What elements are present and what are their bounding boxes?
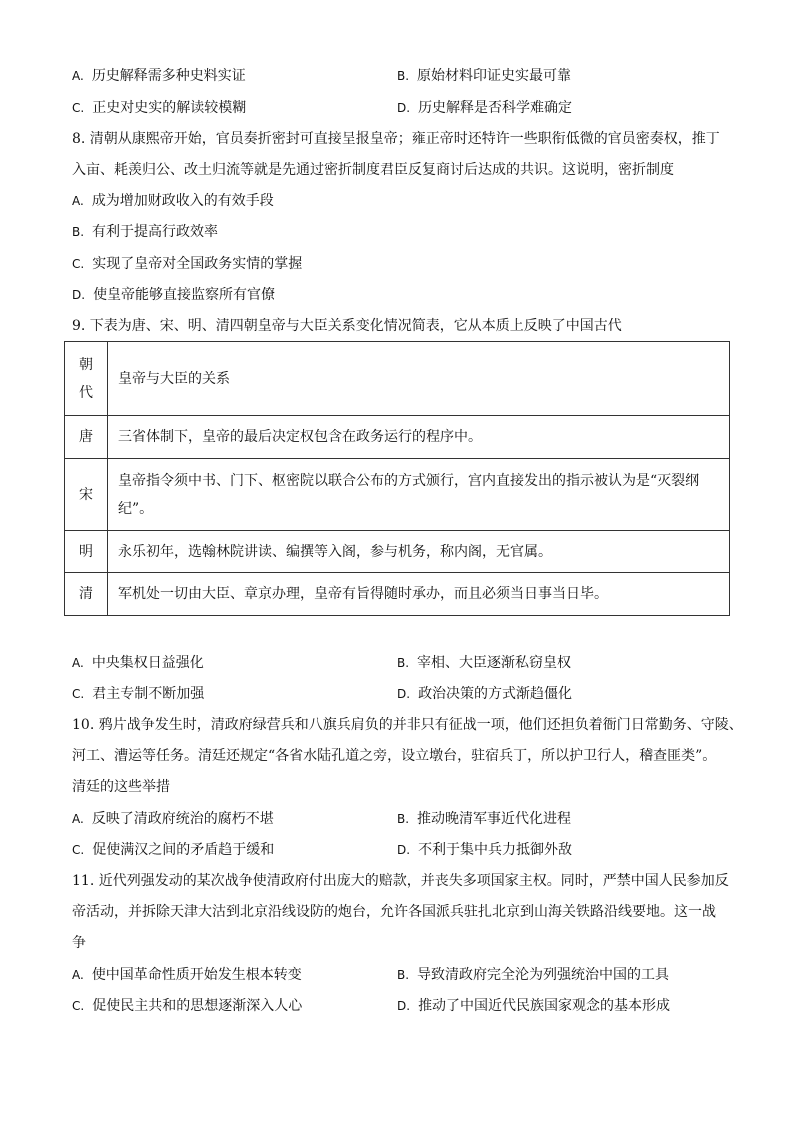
q9-stem: 9. 下表为唐、宋、明、清四朝皇帝与大臣关系变化情况简表，它从本质上反映了中国古代 [72, 318, 622, 334]
q10-stem-line-2: 河工、漕运等任务。清廷还规定“各省水陆孔道之旁，设立墩台，驻宿兵丁，所以护卫行人，稽查匪类”。 [72, 748, 717, 764]
q10-stem-line-3: 清廷的这些举措 [72, 779, 170, 795]
header-relation-cell: 皇帝与大臣的关系 [108, 342, 730, 416]
table-header-row [65, 342, 730, 416]
q11-option-a[interactable]: A. 使中国革命性质开始发生根本转变 [72, 967, 302, 983]
q8-option-d[interactable]: D. 使皇帝能够直接监察所有官僚 [72, 287, 276, 303]
dynasty-cell: 宋 [65, 459, 108, 531]
dynasty-cell: 清 [65, 573, 108, 616]
q11-stem-line-3: 争 [72, 935, 86, 951]
q10-option-a[interactable]: A. 反映了清政府统治的腐朽不堪 [72, 811, 274, 827]
table-row [65, 573, 730, 616]
q11-stem-line-1: 11. 近代列强发动的某次战争使清政府付出庞大的赔款，并丧失多项国家主权。同时，严禁中国人民参加反 [72, 873, 729, 889]
q8-option-a[interactable]: A. 成为增加财政收入的有效手段 [72, 193, 274, 209]
q7-option-c[interactable]: C. 正史对史实的解读较模糊 [72, 100, 247, 116]
table-row [65, 416, 730, 459]
q7-option-row [72, 66, 732, 86]
q7-option-b[interactable]: B. 原始材料印证史实最可靠 [397, 68, 572, 84]
q9-option-b[interactable]: B. 宰相、大臣逐渐私窃皇权 [397, 655, 572, 671]
q8-stem-line-2: 入亩、耗羡归公、改土归流等就是先通过密折制度君臣反复商讨后达成的共识。这说明，密折制度 [72, 162, 674, 178]
dynasty-cell: 明 [65, 531, 108, 573]
q8-stem-line-1: 8. 清朝从康熙帝开始，官员奏折密封可直接呈报皇帝；雍正帝时还特许一些职衔低微的官员密奏权，推丁 [72, 131, 720, 147]
q9-option-c[interactable]: C. 君主专制不断加强 [72, 686, 205, 702]
table-row [65, 531, 730, 573]
relation-cell: 永乐初年，选翰林院讲读、编撰等入阁，参与机务，称内阁，无官属。 [108, 531, 730, 573]
q7-option-d[interactable]: D. 历史解释是否科学难确定 [397, 100, 573, 116]
dynasty-relation-table [64, 341, 730, 616]
q10-option-d[interactable]: D. 不利于集中兵力抵御外敌 [397, 842, 573, 858]
q11-option-b[interactable]: B. 导致清政府完全沦为列强统治中国的工具 [397, 967, 670, 983]
q9-option-d[interactable]: D. 政治决策的方式渐趋僵化 [397, 686, 573, 702]
q11-stem-line-2: 帝活动，并拆除天津大沽到北京沿线设防的炮台，允许各国派兵驻扎北京到山海关铁路沿线要地。这一战 [72, 904, 716, 920]
q9-option-row [72, 684, 732, 704]
table-row [65, 459, 730, 531]
q11-option-c[interactable]: C. 促使民主共和的思想逐渐深入人心 [72, 998, 303, 1014]
q7-option-row [72, 98, 732, 118]
q10-option-c[interactable]: C. 促使满汉之间的矛盾趋于缓和 [72, 842, 275, 858]
q8-option-c[interactable]: C. 实现了皇帝对全国政务实情的掌握 [72, 256, 303, 272]
relation-cell: 军机处一切由大臣、章京办理，皇帝有旨得随时承办，而且必须当日事当日毕。 [108, 573, 730, 616]
q11-option-row [72, 965, 732, 985]
q11-option-d[interactable]: D. 推动了中国近代民族国家观念的基本形成 [397, 998, 671, 1014]
q11-option-row [72, 996, 732, 1016]
relation-cell: 皇帝指令须中书、门下、枢密院以联合公布的方式颁行，宫内直接发出的指示被认为是“灭裂纲 纪”。 [108, 459, 730, 531]
dynasty-cell: 唐 [65, 416, 108, 459]
q10-option-row [72, 809, 732, 829]
q9-option-row [72, 653, 732, 673]
q10-option-row [72, 840, 732, 860]
q7-option-a[interactable]: A. 历史解释需多种史料实证 [72, 68, 246, 84]
q10-option-b[interactable]: B. 推动晚清军事近代化进程 [397, 811, 572, 827]
header-dynasty-cell: 朝 代 [65, 342, 108, 416]
q9-option-a[interactable]: A. 中央集权日益强化 [72, 655, 204, 671]
relation-cell: 三省体制下，皇帝的最后决定权包含在政务运行的程序中。 [108, 416, 730, 459]
q8-option-b[interactable]: B. 有利于提高行政效率 [72, 224, 219, 240]
q10-stem-line-1: 10. 鸦片战争发生时，清政府绿营兵和八旗兵肩负的并非只有征战一项，他们还担负着衙门日常勤务、守陵、 [72, 717, 743, 733]
